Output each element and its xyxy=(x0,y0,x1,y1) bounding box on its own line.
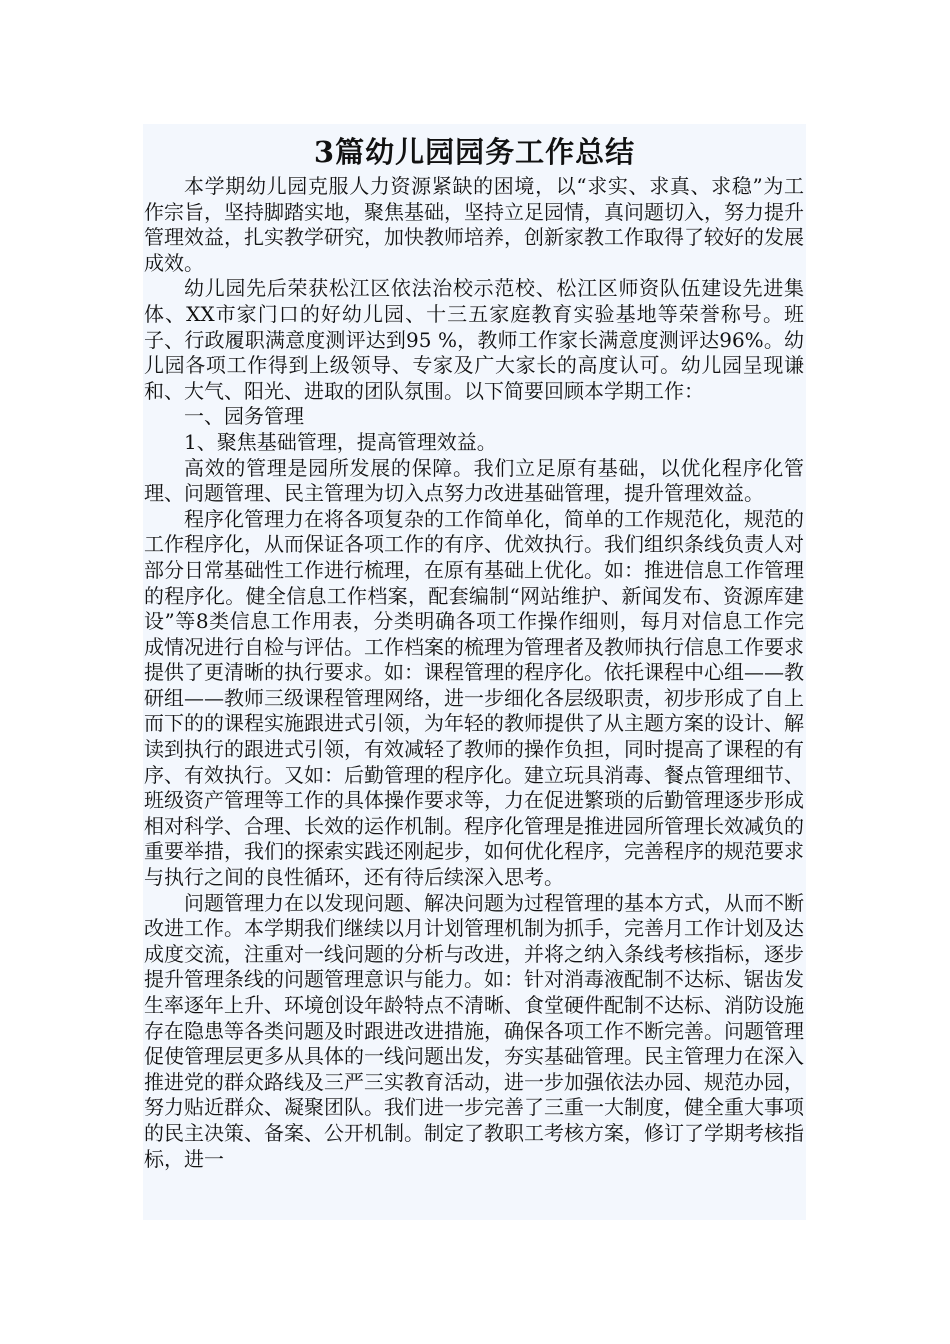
paragraph-management-intro: 高效的管理是园所发展的保障。我们立足原有基础，以优化程序化管理、问题管理、民主管理为切入点努力改进基础管理，提升管理效益。 xyxy=(144,455,804,506)
paragraph-procedural-management: 程序化管理力在将各项复杂的工作简单化，简单的工作规范化，规范的工作程序化，从而保证各项工作的有序、优效执行。我们组织条线负责人对部分日常基础性工作进行梳理，在原有基础上优化。如：推进信息工作管理的程序化。健全信息工作档案，配套编制“网站维护、新闻发布、资源库建设”等8类信息工作用表，分类明确各项工作操作细则，每月对信息工作完成情况进行自检与评估。工作档案的梳理为管理者及教师执行信息工作要求提供了更清晰的执行要求。如：课程管理的程序化。依托课程中心组——教研组——教师三级课程管理网络，进一步细化各层级职责，初步形成了自上而下的的课程实施跟进式引领，为年轻的教师提供了从主题方案的设计、解读到执行的跟进式引领，有效减轻了教师的操作负担，同时提高了课程的有序、有效执行。又如：后勤管理的程序化。建立玩具消毒、餐点管理细节、班级资产管理等工作的具体操作要求等，力在促进繁琐的后勤管理逐步形成相对科学、合理、长效的运作机制。程序化管理是推进园所管理长效减负的重要举措，我们的探索实践还刚起步，如何优化程序，完善程序的规范要求与执行之间的良性循环，还有待后续深入思考。 xyxy=(144,506,804,890)
paragraph-problem-management: 问题管理力在以发现问题、解决问题为过程管理的基本方式，从而不断改进工作。本学期我们继续以月计划管理机制为抓手，完善月工作计划及达成度交流，注重对一线问题的分析与改进，并将之纳入条线考核指标，逐步提升管理条线的问题管理意识与能力。如：针对消毒液配制不达标、锯齿发生率逐年上升、环境创设年龄特点不清晰、食堂硬件配制不达标、消防设施存在隐患等各类问题及时跟进改进措施，确保各项工作不断完善。问题管理促使管理层更多从具体的一线问题出发，夯实基础管理。民主管理力在深入推进党的群众路线及三严三实教育活动，进一步加强依法办园、规范办园，努力贴近群众、凝聚团队。我们进一步完善了三重一大制度，健全重大事项的民主决策、备案、公开机制。制定了教职工考核方案，修订了学期考核指标，进一 xyxy=(144,890,804,1171)
subsection-heading: 1、聚焦基础管理，提高管理效益。 xyxy=(184,429,497,454)
section-heading: 一、园务管理 xyxy=(184,404,304,429)
document-title: 3篇幼儿园园务工作总结 xyxy=(313,135,636,169)
paragraph-honors: 幼儿园先后荣获松江区依法治校示范校、松江区师资队伍建设先进集体、XX市家门口的好幼儿园、十三五家庭教育实验基地等荣誉称号。班子、行政履职满意度测评达到95 %，教师工作家长满意度测评达96%。幼儿园各项工作得到上级领导、专家及广大家长的高度认可。幼儿园呈现谦和、大气、阳光、进取的团队氛围。以下简要回顾本学期工作： xyxy=(144,276,804,403)
document-page xyxy=(143,124,806,1220)
paragraph-intro: 本学期幼儿园克服人力资源紧缺的困境，以“求实、求真、求稳”为工作宗旨，坚持脚踏实地，聚焦基础，坚持立足园情，真问题切入，努力提升管理效益，扎实教学研究，加快教师培养，创新家教工作取得了较好的发展成效。 xyxy=(144,174,804,275)
